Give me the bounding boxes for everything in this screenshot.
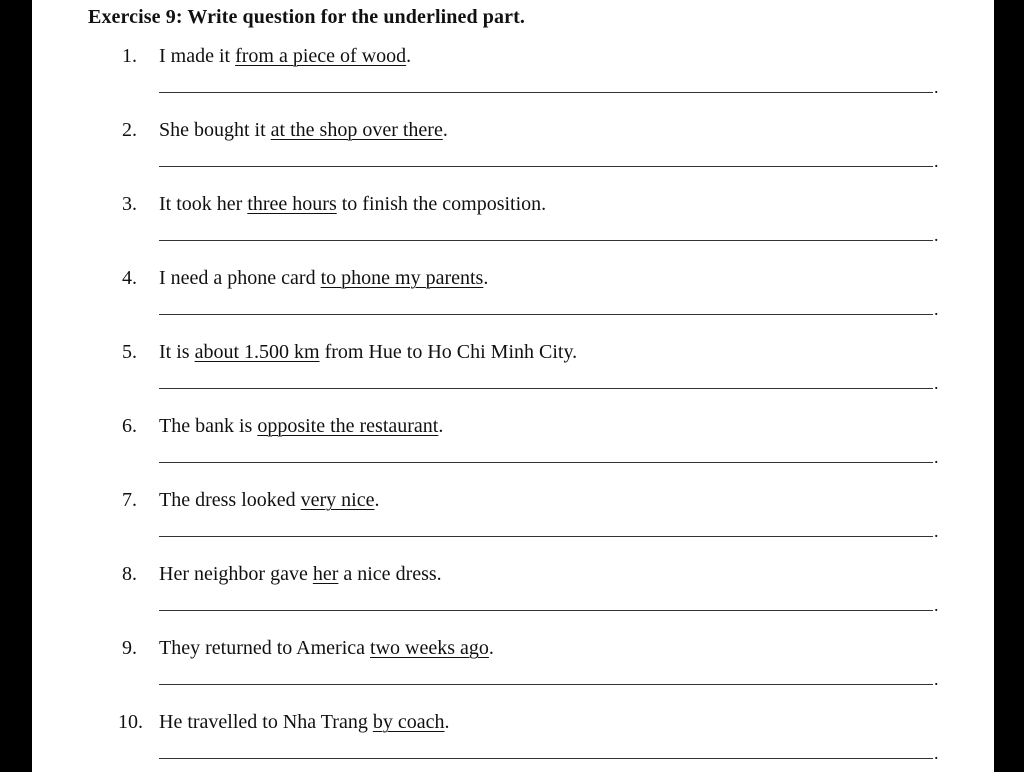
answer-end-dot: . [934,447,939,467]
answer-line[interactable] [159,536,933,537]
answer-line[interactable] [159,240,933,241]
question-number: 2. [122,119,137,141]
answer-end-dot: . [934,521,939,541]
underlined-part: two weeks ago [370,637,489,659]
question-number: 6. [122,415,137,437]
answer-line[interactable] [159,758,933,759]
question-item [32,340,994,414]
underlined-part: about 1.500 km [194,341,320,363]
worksheet-page [32,0,994,772]
question-item [32,636,994,710]
answer-end-dot: . [934,669,939,689]
question-number: 10. [118,711,143,733]
question-number: 9. [122,637,137,659]
question-sentence: It is about 1.500 km from Hue to Ho Chi Minh City. [159,341,578,363]
question-item [32,266,994,340]
answer-end-dot: . [934,373,939,393]
question-sentence: He travelled to Nha Trang by coach. [159,711,450,733]
question-item [32,488,994,562]
question-sentence: I made it from a piece of wood. [159,45,412,67]
underlined-part: by coach [372,711,445,733]
question-item [32,562,994,636]
question-sentence: They returned to America two weeks ago. [159,637,494,659]
exercise-title: Exercise 9: Write question for the underlined part. [88,6,525,28]
question-number: 8. [122,563,137,585]
question-sentence: She bought it at the shop over there. [159,119,448,141]
question-number: 4. [122,267,137,289]
answer-line[interactable] [159,388,933,389]
answer-line[interactable] [159,684,933,685]
answer-line[interactable] [159,610,933,611]
answer-end-dot: . [934,77,939,97]
question-item [32,44,994,118]
question-sentence: The bank is opposite the restaurant. [159,415,444,437]
question-item [32,414,994,488]
underlined-part: to phone my parents [320,267,484,289]
question-sentence: The dress looked very nice. [159,489,380,511]
question-item [32,710,994,772]
question-number: 1. [122,45,137,67]
answer-end-dot: . [934,595,939,615]
answer-line[interactable] [159,462,933,463]
answer-line[interactable] [159,166,933,167]
underlined-part: her [312,563,339,585]
question-item [32,192,994,266]
question-number: 7. [122,489,137,511]
answer-line[interactable] [159,314,933,315]
answer-end-dot: . [934,225,939,245]
underlined-part: at the shop over there [270,119,443,141]
question-number: 5. [122,341,137,363]
underlined-part: from a piece of wood [235,45,407,67]
question-sentence: Her neighbor gave her a nice dress. [159,563,442,585]
answer-line[interactable] [159,92,933,93]
question-sentence: I need a phone card to phone my parents. [159,267,489,289]
underlined-part: very nice [300,489,375,511]
answer-end-dot: . [934,299,939,319]
answer-end-dot: . [934,743,939,763]
question-number: 3. [122,193,137,215]
question-item [32,118,994,192]
underlined-part: opposite the restaurant [257,415,439,437]
answer-end-dot: . [934,151,939,171]
question-sentence: It took her three hours to finish the composition. [159,193,547,215]
underlined-part: three hours [247,193,337,215]
